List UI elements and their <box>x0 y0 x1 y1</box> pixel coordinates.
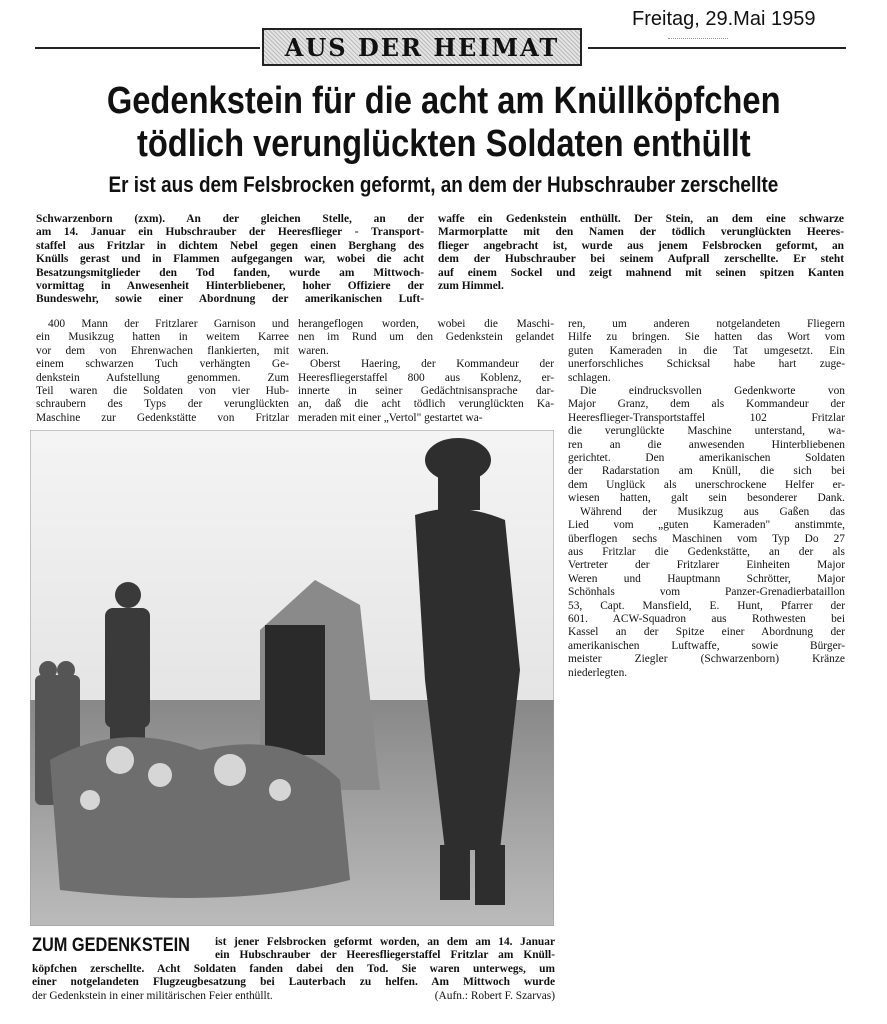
issue-date: Freitag, 29.Mai 1959 <box>632 8 816 30</box>
text-line: Besatzungsmitglieder den Tod fanden, wurde am Mittwoch- <box>36 266 424 279</box>
text-line: an, daß die acht tödlich verunglückten Ka- <box>298 398 554 411</box>
text-line: Maschine zur Gedenkstätte von Fritzlar <box>36 411 289 424</box>
text-line: Marmorplatte mit den Namen der tödlich verunglückten Heeres- <box>438 226 844 239</box>
text-line: vormittag in Anwesenheit Hinterbliebener, hoher Offiziere der <box>36 280 424 293</box>
text-line: 601. ACW-Squadron aus Rothwesten bei <box>568 612 845 625</box>
text-line: Lied vom „guten Kameraden" anstimmte, <box>568 519 845 532</box>
text-line: Major Granz, dem als Kommandeur der <box>568 398 845 411</box>
divider <box>35 47 260 49</box>
text-line: am 14. Januar ein Hubschrauber der Heeresflieger - Transport- <box>36 226 424 239</box>
text-line: ein Musikzug hatten in weitem Karree <box>36 331 289 344</box>
divider <box>668 38 728 39</box>
text-line: auf einem Sockel und zeigt mahnend mit seinen spitzen Kanten <box>438 266 844 279</box>
text-line: niederlegten. <box>568 666 628 679</box>
text-line: ist jener Felsbrocken geformt worden, an dem am 14. Januar <box>215 936 555 948</box>
text-line: Schwarzenborn (zxm). An der gleichen Stelle, an der <box>36 213 424 225</box>
text-line: Heeresfliegerstaffel 800 aus Koblenz, er- <box>298 371 554 384</box>
photo-credit: (Aufn.: Robert F. Szarvas) <box>434 990 555 1002</box>
divider <box>588 47 846 49</box>
text-line: nen im Rund um den Gedenkstein gelandet <box>298 331 554 344</box>
caption-last-line: der Gedenkstein in einer militärischen Feier enthüllt. (Aufn.: Robert F. Szarvas) <box>32 990 555 1002</box>
text-line: waren. <box>298 344 329 357</box>
text-line: Teil waren die Soldaten von vier Hub- <box>36 385 289 398</box>
text-line: waffe ein Gedenkstein enthüllt. Der Stein, an dem eine schwarze <box>438 213 844 225</box>
text-line: guten Kameraden in die Tat umgesetzt. Ein <box>568 344 845 357</box>
text-line: einer notgelandeten Flugzeugbesatzung bei Lauterbach zu helfen. Am Mittwoch wurde <box>32 976 555 989</box>
text-line: die verunglückte Maschine unterstand, wa- <box>568 425 845 438</box>
text-line: staffel aus Fritzlar in dichtem Nebel gegen einen Berghang des <box>36 239 424 252</box>
marble-plaque <box>265 625 325 755</box>
text-line: überflogen sechs Maschinen vom Typ Do 27 <box>568 532 845 545</box>
text-line: ren an die anwesenden Hinterbliebenen <box>568 438 845 451</box>
text-line: Während der Musikzug aus Gaßen das <box>580 505 845 518</box>
text-line: zum Himmel. <box>438 280 504 293</box>
text-line: schlagen. <box>568 371 611 384</box>
text-line: herangeflogen worden, wobei die Maschi- <box>298 318 554 330</box>
section-title: AUS DER HEIMAT <box>284 32 560 62</box>
text-line: dem Unglück als unerschrockene Helfer er- <box>568 478 845 491</box>
text-line: innerte in seiner Gedächtnisansprache dar- <box>298 385 554 398</box>
text-line: Hilfe zu bringen. Sie hatten das Wort vom <box>568 331 845 344</box>
text-line: Schönhals vom Panzer-Grenadierbataillon <box>568 586 845 599</box>
text-line: Heeresflieger-Transportstaffel 102 Fritzlar <box>568 411 845 424</box>
text-line: Oberst Haering, der Kommandeur der <box>310 358 554 371</box>
article-column-3 <box>568 318 845 680</box>
article-column-2 <box>298 318 554 425</box>
headline-line: tödlich verunglückten Soldaten enthüllt <box>136 123 751 165</box>
text-line: Die eindrucksvollen Gedenkworte von <box>580 385 845 398</box>
caption-text <box>215 936 555 963</box>
text-line: Bundeswehr, sowie einer Abordnung der amerikanischen Luft- <box>36 293 424 306</box>
headline-line: Gedenkstein für die acht am Knüllköpfchen <box>106 80 781 122</box>
wreaths <box>50 737 350 898</box>
text-line: ein Hubschrauber der Heeresfliegerstaffel Fritzlar am Knüll- <box>215 949 555 962</box>
text-line: Knülls gerast und in Flammen aufgegangen war, wobei die acht <box>36 253 424 266</box>
text-line: Vertreter der Fritzlarer Einheiten Major <box>568 559 845 572</box>
text-line: flieger angebracht ist, wurde aus jenem Felsbrocken geformt, an <box>438 239 844 252</box>
text-line: wiesen hatten, galt sein besonderer Dank. <box>568 492 845 505</box>
subheadline: Er ist aus dem Felsbrocken geformt, an dem der Hubschrauber zerschellte <box>108 172 779 197</box>
text-line: amerikanischen Luftwaffe, sowie Bürger- <box>568 639 845 652</box>
text-line: köpfchen zerschellte. Acht Soldaten fanden dabei den Tod. Sie waren unterwegs, um <box>32 963 555 975</box>
intro-right-column <box>438 213 844 293</box>
text-line: schraubern des Typs der verunglückten <box>36 398 289 411</box>
intro-left-column <box>36 213 424 307</box>
text-line: der Radarstation am Knüll, die sich bei <box>568 465 845 478</box>
text-line: dem der Hubschrauber bei seinem Aufprall zerschellte. Er steht <box>438 253 844 266</box>
text-line: gerichtet. Den amerikanischen Soldaten <box>568 452 845 465</box>
text-line: 400 Mann der Fritzlarer Garnison und <box>48 318 289 330</box>
caption-lead: ZUM GEDENKSTEIN <box>32 935 190 956</box>
text-line: aus Fritzlar die Gedenkstätte, an der als <box>568 545 845 558</box>
memorial-photo <box>30 430 554 926</box>
text-line: meister Ziegler (Schwarzenborn) Kränze <box>568 653 845 666</box>
text-line: 53, Capt. Mansfield, E. Hunt, Pfarrer der <box>568 599 845 612</box>
text-line: Kassel an der Spitze einer Abordnung der <box>568 626 845 639</box>
section-banner <box>262 28 582 66</box>
text-line: ren, um anderen notgelandeten Fliegern <box>568 318 845 330</box>
text-line: einem schwarzen Tuch verhängten Ge- <box>36 358 289 371</box>
text-line: denkstein Aufstellung genommen. Zum <box>36 371 289 384</box>
article-column-1 <box>36 318 289 425</box>
text-line: unerforschliches Schicksal habe hart zuge- <box>568 358 845 371</box>
text-line: vor dem von Ehrenwachen flankierten, mit <box>36 344 289 357</box>
caption-text <box>32 963 555 990</box>
text-line: meraden mit einer „Vertol" gestartet wa- <box>298 411 483 424</box>
text-line: Weren und Hauptmann Schrötter, Major <box>568 572 845 585</box>
